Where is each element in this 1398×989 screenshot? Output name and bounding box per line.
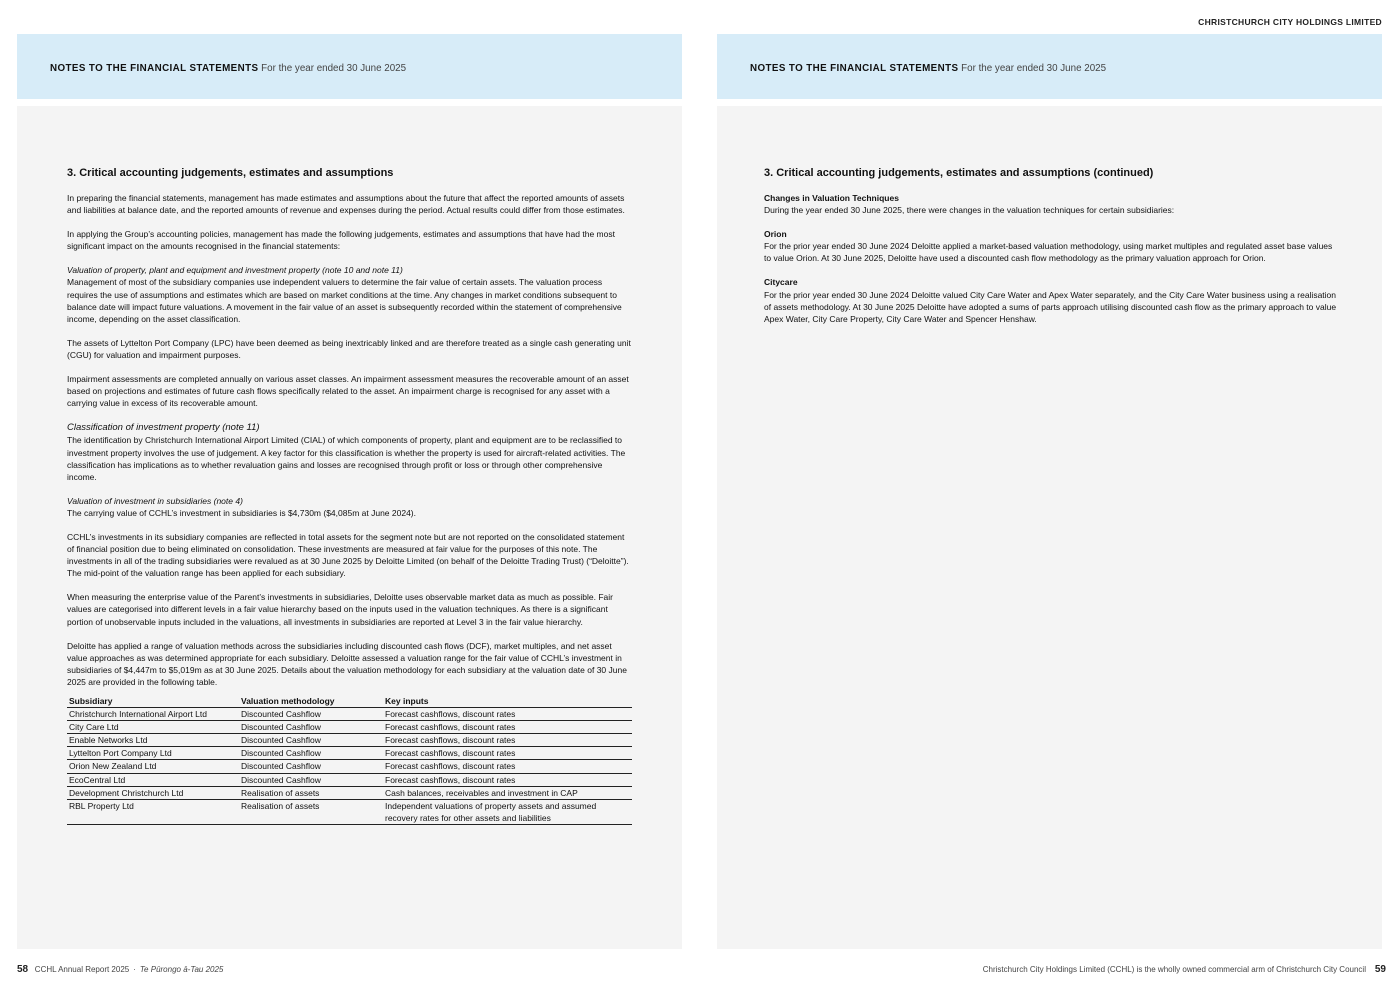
right-footer [983, 964, 1386, 975]
column-header: Key inputs [383, 695, 632, 708]
table-cell: Forecast cashflows, discount rates [383, 734, 632, 747]
left-footer [17, 964, 223, 975]
table-cell: Enable Networks Ltd [67, 734, 239, 747]
subsection-title: Citycare [764, 277, 798, 288]
subsection-investment-property [67, 421, 632, 482]
table-cell: Discounted Cashflow [239, 721, 383, 734]
table-cell: City Care Ltd [67, 721, 239, 734]
table-cell: Forecast cashflows, discount rates [383, 721, 632, 734]
subsection-text: For the prior year ended 30 June 2024 Deloitte valued City Care Water and Apex Water separately, and the City Care Water business using a realisation of assets methodology. At 30 June 2025 Deloitte have adopted a sums of parts approach utilising discounted cash flow as the primary approach to value Apex Water, City Care Property, City Care Water and Spencer Henshaw. [764, 289, 1337, 324]
column-header: Valuation methodology [239, 695, 383, 708]
left-page-content [67, 166, 632, 825]
section-subtitle: For the year ended 30 June 2025 [961, 63, 1107, 74]
table-cell: RBL Property Ltd [67, 799, 239, 824]
table-row [67, 760, 632, 773]
footer-separator: · [133, 965, 136, 974]
footer-report-title: CCHL Annual Report 2025 [34, 965, 130, 974]
table-cell: Independent valuations of property assets and assumed recovery rates for other assets and liabilities [383, 799, 632, 824]
right-page-header-band [717, 34, 1382, 99]
left-page [17, 34, 682, 949]
paragraph: Impairment assessments are completed annually on various asset classes. An impairment assessment measures the recoverable amount of an asset based on projections and estimates of future cash flows specifically related to the asset. An impairment charge is recognised for any asset with a carrying value in excess of its recoverable amount. [67, 374, 629, 409]
subsection-title: Valuation of investment in subsidiaries (note 4) [67, 495, 243, 506]
table-row [67, 708, 632, 721]
table-cell: Discounted Cashflow [239, 734, 383, 747]
right-page-title [750, 63, 1106, 74]
table-row [67, 786, 632, 799]
table-row [67, 773, 632, 786]
note-heading: 3. Critical accounting judgements, estimates and assumptions [67, 167, 394, 179]
left-page-title [50, 63, 406, 74]
right-page [717, 34, 1382, 949]
company-header: CHRISTCHURCH CITY HOLDINGS LIMITED [1198, 17, 1382, 27]
table-row [67, 734, 632, 747]
left-page-header-band [17, 34, 682, 99]
paragraph: When measuring the enterprise value of the Parent’s investments in subsidiaries, Deloitte uses observable market data as much as possible. Fair values are categorised into different levels in a fair value hierarchy based on the inputs used in the valuation techniques. As there is a significant portion of unobservable inputs included in the valuations, all investments in subsidiaries are reported at Level 3 in the fair value hierarchy. [67, 592, 614, 627]
section-title: NOTES TO THE FINANCIAL STATEMENTS [50, 63, 259, 74]
right-page-content [764, 166, 1339, 337]
subsection-title: Classification of investment property (note 11) [67, 422, 260, 434]
table-cell: Development Christchurch Ltd [67, 786, 239, 799]
table-cell: Discounted Cashflow [239, 760, 383, 773]
subsection-citycare [764, 276, 1339, 324]
footer-report-title-maori: Te Pūrongo ā-Tau 2025 [139, 965, 224, 974]
table-cell: Christchurch International Airport Ltd [67, 708, 239, 721]
section-title: NOTES TO THE FINANCIAL STATEMENTS [750, 63, 959, 74]
table-cell: Realisation of assets [239, 786, 383, 799]
left-page-body [17, 106, 682, 949]
valuation-table [67, 695, 632, 825]
table-cell: Forecast cashflows, discount rates [383, 760, 632, 773]
subsection-orion [764, 228, 1339, 264]
subsection-title: Valuation of property, plant and equipment and investment property (note 10 and note 11) [67, 265, 403, 276]
table-cell: Forecast cashflows, discount rates [383, 747, 632, 760]
table-cell: Forecast cashflows, discount rates [383, 708, 632, 721]
paragraph: The assets of Lyttelton Port Company (LPC) have been deemed as being inextricably linked and are therefore treated as a single cash generating unit (CGU) for valuation and impairment purposes. [67, 337, 631, 360]
subsection-title: Orion [764, 229, 787, 240]
table-cell: Discounted Cashflow [239, 747, 383, 760]
paragraph: CCHL’s investments in its subsidiary companies are reflected in total assets for the segment note but are not reported on the consolidated statement of financial position due to being eliminated on consolidation. These investments are measured at fair value for the purposes of this note. The investments in all of the trading subsidiaries were revalued as at 30 June 2025 by Deloitte Limited (on behalf of the Deloitte Trading Trust) (“Deloitte”). The mid-point of the valuation range has been applied for each subsidiary. [67, 531, 629, 579]
right-page-body [717, 106, 1382, 949]
subsection-title: Changes in Valuation Techniques [764, 193, 899, 203]
subsection-text: Management of most of the subsidiary companies use independent valuers to determine the fair value of certain assets. The valuation process requires the use of assumptions and estimates which are based on market conditions at the time. Any changes in market conditions subsequent to balance date will impact future valuations. A movement in the fair value of an asset is subsequently recorded within the statement of comprehensive income, depending on the asset classification. [67, 277, 622, 324]
paragraph: In applying the Group’s accounting policies, management has made the following judgements, estimates and assumptions that have had the most significant impact on the amounts recognised in the financial statements: [67, 229, 615, 252]
page-number: 58 [17, 964, 29, 975]
subsection-valuation-techniques [764, 192, 1339, 216]
table-row [67, 799, 632, 824]
table-cell: Discounted Cashflow [239, 773, 383, 786]
column-header: Subsidiary [67, 695, 239, 708]
subsection-text: During the year ended 30 June 2025, there were changes in the valuation techniques for certain subsidiaries: [764, 205, 1175, 216]
table-cell: Cash balances, receivables and investment in CAP [383, 786, 632, 799]
subsection-subsidiaries [67, 495, 632, 519]
footer-statement: Christchurch City Holdings Limited (CCHL) is the wholly owned commercial arm of Christchurch City Council [982, 965, 1366, 974]
page-number: 59 [1374, 964, 1386, 975]
section-subtitle: For the year ended 30 June 2025 [261, 63, 407, 74]
paragraph: In preparing the financial statements, management has made estimates and assumptions about the future that affect the reported amounts of assets and liabilities at balance date, and the reported amounts of revenue and expenses during the period. Actual results could differ from those estimates. [67, 193, 625, 216]
table-cell: Discounted Cashflow [239, 708, 383, 721]
table-cell: Lyttelton Port Company Ltd [67, 747, 239, 760]
subsection-text: The identification by Christchurch International Airport Limited (CIAL) of which components of property, plant and equipment are to be reclassified to investment property involves the use of judgement. A key factor for this classification is whether the property is used for aircraft-related activities. The classification has implications as to whether revaluation gains and losses are recognised through profit or loss or through other comprehensive income. [67, 435, 626, 482]
table-cell: Orion New Zealand Ltd [67, 760, 239, 773]
table-cell: EcoCentral Ltd [67, 773, 239, 786]
subsection-text: The carrying value of CCHL’s investment in subsidiaries is $4,730m ($4,085m at June 2024). [67, 507, 416, 518]
table-row [67, 721, 632, 734]
note-heading: 3. Critical accounting judgements, estimates and assumptions (continued) [764, 167, 1154, 179]
subsection-text: For the prior year ended 30 June 2024 Deloitte applied a market-based valuation methodology, using market multiples and regulated asset base values to value Orion. At 30 June 2025, Deloitte have used a discounted cash flow methodology as the primary valuation approach for Orion. [764, 241, 1333, 264]
table-header-row [67, 695, 632, 708]
subsection-ppe [67, 264, 632, 324]
table-cell: Forecast cashflows, discount rates [383, 773, 632, 786]
table-cell: Realisation of assets [239, 799, 383, 824]
table-row [67, 747, 632, 760]
paragraph: Deloitte has applied a range of valuation methods across the subsidiaries including discounted cash flows (DCF), market multiples, and net asset value approaches as was determined appropriate for each subsidiary. Deloitte assessed a valuation range for the fair value of CCHL’s investment in subsidiaries of $4,447m to $5,019m as at 30 June 2025. Details about the valuation methodology for each subsidiary at the valuation date of 30 June 2025 are provided in the following table. [67, 640, 627, 687]
